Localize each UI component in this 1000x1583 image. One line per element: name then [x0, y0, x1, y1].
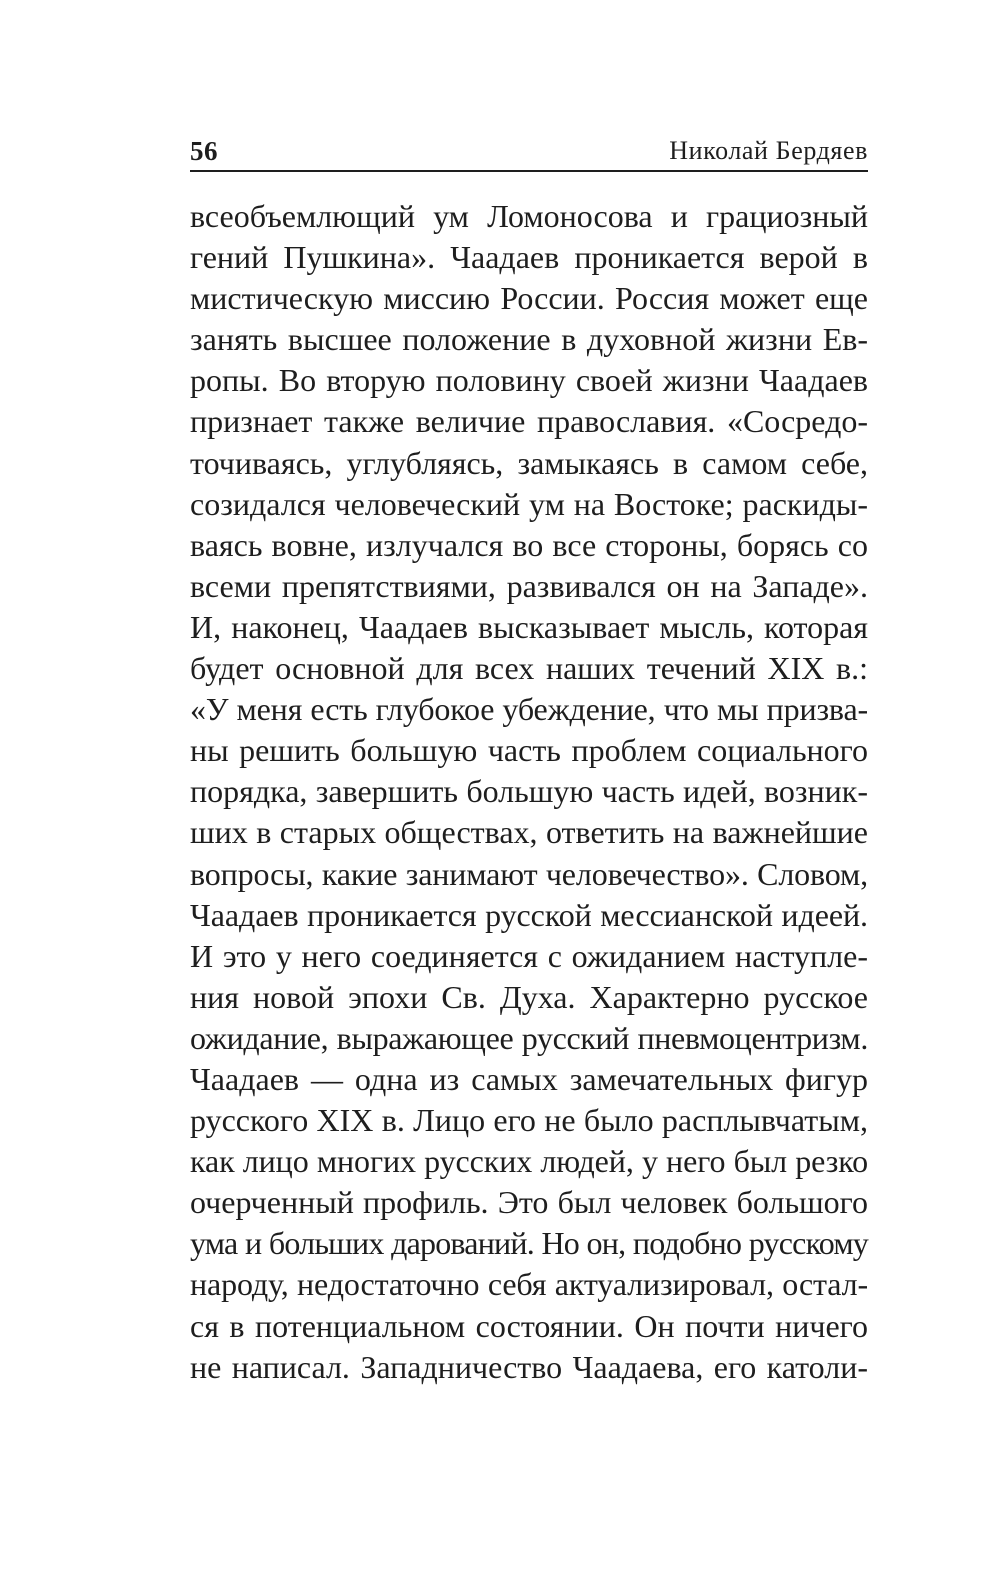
text-line: ся в потенциальном состоянии. Он почти ничего: [190, 1307, 868, 1344]
text-line: ума и больших дарований. Но он, подобно русскому: [190, 1225, 868, 1262]
header-divider: [190, 170, 868, 172]
text-line: порядка, завершить большую часть идей, возник-: [190, 773, 868, 810]
text-line: мистическую миссию России. Россия может еще: [190, 280, 868, 317]
text-line: точиваясь, углубляясь, замыкаясь в самом себе,: [190, 444, 868, 481]
body-text: [190, 196, 868, 1388]
page-header: [190, 134, 868, 168]
text-line: вопросы, какие занимают человечество». Словом,: [190, 855, 868, 892]
text-line: ны решить большую часть проблем социального: [190, 732, 868, 769]
page-number: 56: [190, 136, 218, 166]
text-line: Чаадаев — одна из самых замечательных фигур: [190, 1060, 868, 1097]
text-line: ожидание, выражающее русский пневмоцентризм.: [190, 1019, 868, 1056]
text-line: И, наконец, Чаадаев высказывает мысль, которая: [190, 608, 868, 645]
text-line: созидался человеческий ум на Востоке; раскиды-: [190, 485, 868, 522]
text-line: гений Пушкина». Чаадаев проникается верой в: [190, 239, 868, 276]
text-line: народу, недостаточно себя актуализировал, остал-: [190, 1266, 868, 1303]
text-line: не написал. Западничество Чаадаева, его католи-: [190, 1348, 868, 1385]
text-line: всеми препятствиями, развивался он на Западе».: [190, 567, 868, 604]
text-line: признает также величие православия. «Сосредо-: [190, 403, 868, 440]
text-line: Чаадаев проникается русской мессианской идеей.: [190, 896, 868, 933]
text-line: как лицо многих русских людей, у него был резко: [190, 1143, 868, 1180]
text-line: «У меня есть глубокое убеждение, что мы призва-: [190, 691, 868, 728]
text-line: ваясь вовне, излучался во все стороны, борясь со: [190, 526, 868, 563]
text-line: занять высшее положение в духовной жизни Ев-: [190, 321, 868, 358]
text-line: ропы. Во вторую половину своей жизни Чаадаев: [190, 362, 868, 399]
text-line: ших в старых обществах, ответить на важнейшие: [190, 814, 868, 851]
text-line: И это у него соединяется с ожиданием наступле-: [190, 937, 868, 974]
text-line: будет основной для всех наших течений XIX в.:: [190, 650, 868, 687]
text-line: всеобъемлющий ум Ломоносова и грациозный: [190, 198, 868, 234]
text-line: очерченный профиль. Это был человек большого: [190, 1184, 868, 1221]
text-line: ния новой эпохи Св. Духа. Характерно русское: [190, 978, 868, 1015]
text-line: русского XIX в. Лицо его не было расплывчатым,: [190, 1102, 868, 1139]
running-head-author: Николай Бердяев: [669, 136, 868, 165]
